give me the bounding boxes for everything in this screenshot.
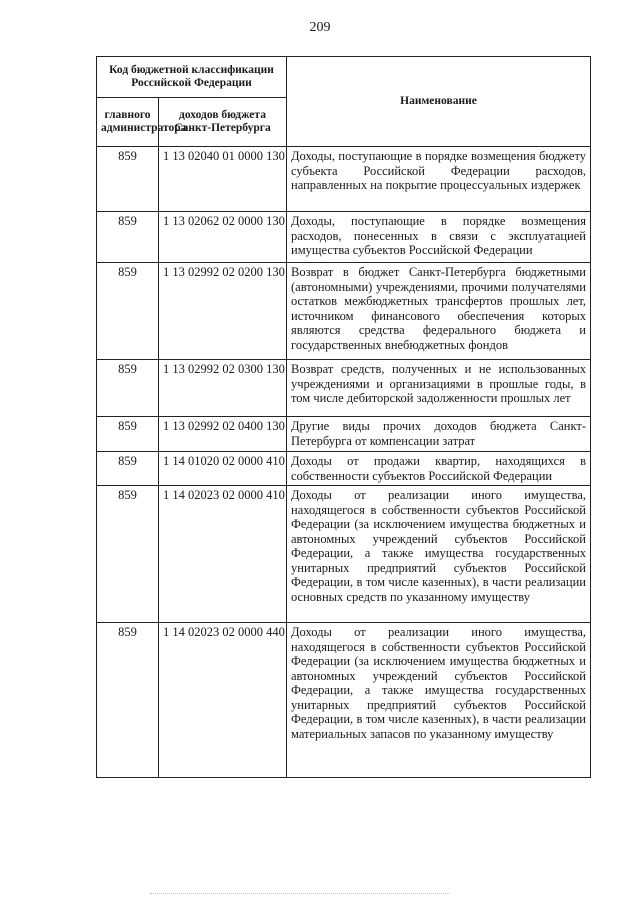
revenue-code-cell: 1 13 02062 02 0000 130: [159, 212, 287, 263]
table-row: [97, 263, 591, 360]
page-number: 209: [309, 20, 331, 35]
revenue-code-cell: 1 14 02023 02 0000 410: [159, 486, 287, 623]
revenue-code-cell: 1 13 02992 02 0300 130: [159, 360, 287, 417]
revenue-name-cell: Доходы от продажи квартир, находящихся в собственности субъектов Российской Федерации: [287, 452, 591, 486]
admin-code-cell: 859: [97, 417, 159, 452]
table-row: [97, 623, 591, 778]
revenue-column-header: доходов бюджета Санкт-Петербурга: [159, 98, 287, 147]
revenue-name-cell: Возврат в бюджет Санкт-Петербурга бюджетными (автономными) учреждениями, прочими получателями остатков межбюджетных трансфертов прошлых лет, источником финансового обеспечения которых являются средства федерального бюджета и государственных внебюджетных фондов: [287, 263, 591, 360]
header-row: [97, 57, 591, 98]
admin-code-cell: 859: [97, 452, 159, 486]
admin-column-header: главного администратора: [97, 98, 159, 147]
table-row: [97, 360, 591, 417]
revenue-code-cell: 1 13 02040 01 0000 130: [159, 147, 287, 212]
revenue-name-cell: Возврат средств, полученных и не использованных учреждениями и организациями в прошлые годы, в том числе дебиторской задолженности прошлых лет: [287, 360, 591, 417]
revenue-name-cell: Доходы от реализации иного имущества, находящегося в собственности субъектов Российской Федерации (за исключением имущества бюджетных и автономных учреждений субъектов Российской Федерации, а также имущества государственных унитарных предприятий субъектов Российской Федерации, в том числе казенных), в части реализации материальных запасов по указанному имуществу: [287, 623, 591, 778]
table-row: [97, 212, 591, 263]
admin-code-cell: 859: [97, 486, 159, 623]
revenue-code-cell: 1 14 01020 02 0000 410: [159, 452, 287, 486]
revenue-code-cell: 1 14 02023 02 0000 440: [159, 623, 287, 778]
code-group-header: Код бюджетной классификации Российской Федерации: [97, 57, 287, 98]
table-row: [97, 147, 591, 212]
footer-divider: [150, 893, 450, 895]
revenue-name-cell: Доходы от реализации иного имущества, находящегося в собственности субъектов Российской Федерации (за исключением имущества бюджетных и автономных учреждений субъектов Российской Федерации, а также имущества государственных унитарных предприятий субъектов Российской Федерации, в том числе казенных), в части реализации основных средств по указанному имуществу: [287, 486, 591, 623]
name-column-header: Наименование: [287, 57, 591, 147]
admin-code-cell: 859: [97, 212, 159, 263]
revenue-code-cell: 1 13 02992 02 0400 130: [159, 417, 287, 452]
budget-classification-table: [96, 56, 591, 778]
table-row: [97, 417, 591, 452]
revenue-name-cell: Доходы, поступающие в порядке возмещения расходов, понесенных в связи с эксплуатацией имущества субъектов Российской Федерации: [287, 212, 591, 263]
admin-code-cell: 859: [97, 147, 159, 212]
revenue-code-cell: 1 13 02992 02 0200 130: [159, 263, 287, 360]
admin-code-cell: 859: [97, 263, 159, 360]
admin-code-cell: 859: [97, 623, 159, 778]
revenue-name-cell: Доходы, поступающие в порядке возмещения бюджету субъекта Российской Федерации расходов, направленных на покрытие процессуальных издержек: [287, 147, 591, 212]
table-row: [97, 452, 591, 486]
table-row: [97, 486, 591, 623]
admin-code-cell: 859: [97, 360, 159, 417]
revenue-name-cell: Другие виды прочих доходов бюджета Санкт-Петербурга от компенсации затрат: [287, 417, 591, 452]
